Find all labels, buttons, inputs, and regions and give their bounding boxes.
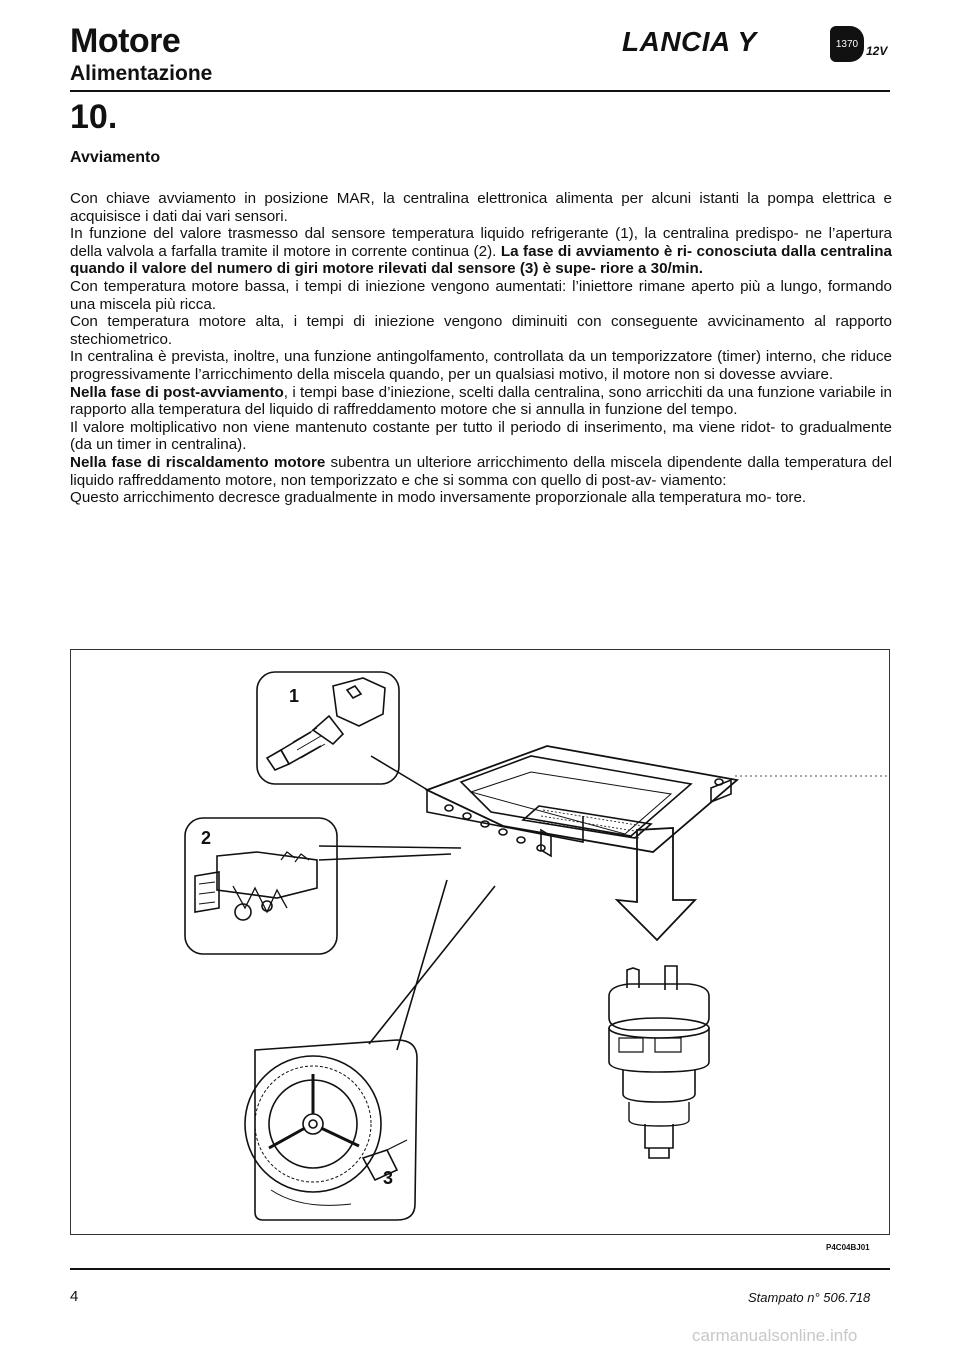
watermark: carmanualsonline.info (692, 1326, 858, 1345)
print-reference: Stampato n° 506.718 (748, 1290, 871, 1305)
ecu-unit (427, 746, 737, 856)
callout-1: 1 (289, 686, 300, 706)
brand-name: LANCIA Y (622, 26, 757, 57)
paragraph (70, 278, 892, 313)
emphasis-text: Nella fase di post-avviamento (70, 383, 284, 401)
paragraph (70, 348, 892, 383)
text-run: In centralina è prevista, inoltre, una funzione antingolfamento, controllata da un temporizzatore (timer) interno, che riduce progressivamente l’arricchimento della miscela quando, per un qualsiasi motivo, il motore non si dovesse avviare. (70, 348, 892, 383)
coolant-temp-sensor-detail (257, 672, 431, 792)
figure-code: P4C04BJ01 (826, 1243, 870, 1252)
paragraph (70, 489, 892, 507)
text-run: Con chiave avviamento in posizione MAR, la centralina elettronica alimenta per alcuni istanti la pompa elettrica e acquisisce i dati dai vari sensori. (70, 190, 892, 225)
paragraph (70, 313, 892, 348)
page-title: Motore (70, 22, 181, 60)
throttle-motor-detail (185, 818, 461, 954)
text-run: In funzione del valore trasmesso dal sensore temperatura liquido refrigerante (1), la centralina predispo- ne l’apertura della valvola a farfalla tramite il motore in corrente continua (2). (70, 225, 892, 260)
text-run: Il valore moltiplicativo non viene mantenuto costante per tutto il periodo di inserimento, ma viene ridot- to gradualmente (da un timer in centralina). (70, 418, 892, 454)
emphasis-text: La fase di avviamento è ri- conosciuta dalla centralina quando il valore del numero di giri motore rilevati dal sensore (3) è supe- riore a 30/min. (70, 242, 892, 278)
paragraph (70, 225, 892, 278)
body-text (70, 190, 892, 507)
text-run: , i tempi base d’iniezione, scelti dalla centralina, sono arricchiti da una funzione variabile in rapporto alla temperatura del liquido di raffreddamento motore che si annulla in funzione del tempo. (70, 383, 892, 419)
emphasis-text: Nella fase di riscaldamento motore (70, 453, 326, 471)
section-number: 10. (70, 98, 118, 136)
text-run: subentra un ulteriore arricchimento della miscela dipendente dalla temperatura del liquido raffreddamento motore, non temporizzato e che si somma con quello di post-av- viamento: (70, 453, 892, 489)
valve-tag: 12V (866, 44, 888, 58)
header-rule (70, 90, 890, 92)
rpm-sensor-detail (245, 880, 495, 1220)
section-heading: Avviamento (70, 149, 161, 166)
injector (609, 966, 709, 1158)
paragraph (70, 190, 892, 225)
figure-diagram (70, 649, 890, 1235)
page-subtitle: Alimentazione (70, 62, 213, 85)
footer-rule (70, 1268, 890, 1270)
arrow-down-icon (617, 828, 695, 940)
paragraph (70, 454, 892, 489)
text-run: Con temperatura motore bassa, i tempi di iniezione vengono aumentati: l’iniettore rimane aperto più a lungo, formando una miscela più ricca. (70, 277, 892, 313)
page-number: 4 (70, 1288, 79, 1305)
callout-2: 2 (201, 828, 212, 848)
callout-3: 3 (383, 1168, 394, 1188)
paragraph (70, 384, 892, 419)
paragraph (70, 419, 892, 454)
text-run: Con temperatura motore alta, i tempi di iniezione vengono diminuiti con conseguente avvicinamento al rapporto stechiometrico. (70, 313, 892, 348)
engine-badge: 1370 (830, 26, 864, 62)
text-run: Questo arricchimento decresce gradualmente in modo inversamente proporzionale alla temperatura mo- tore. (70, 489, 807, 507)
